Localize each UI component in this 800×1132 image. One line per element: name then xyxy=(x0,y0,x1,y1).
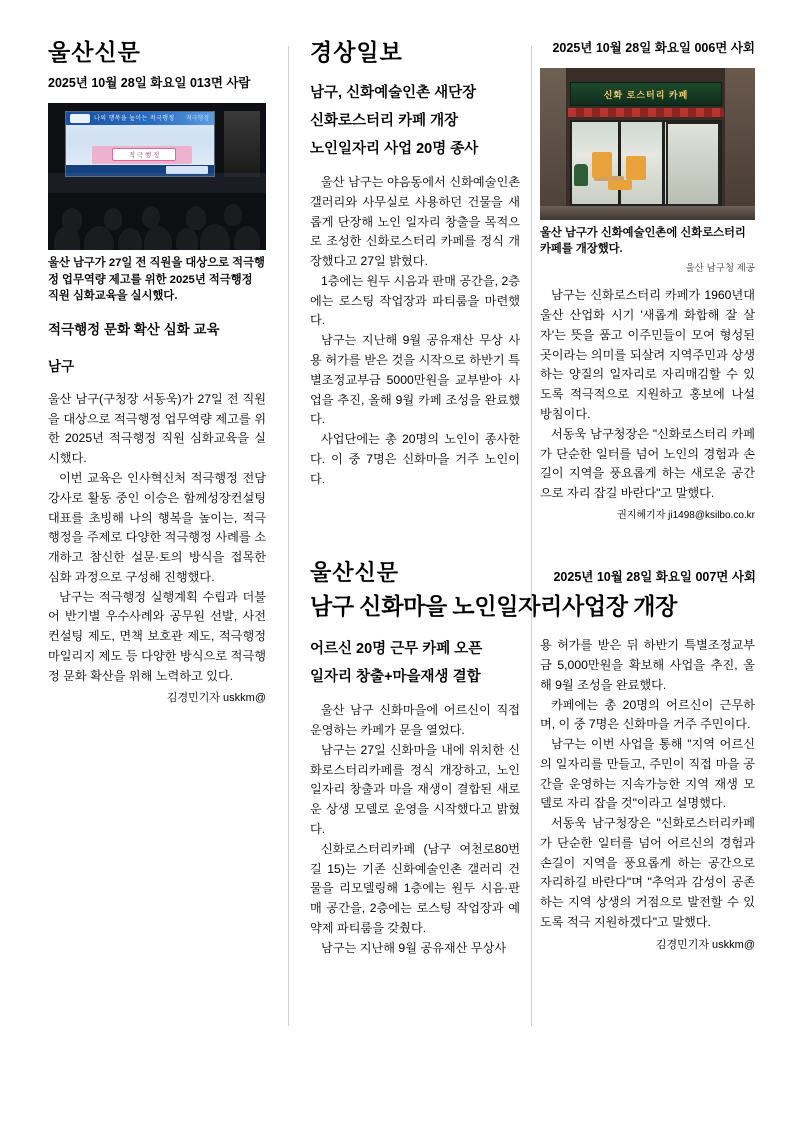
masthead-kyungsang: 경상일보 xyxy=(310,40,403,65)
paragraph: 카페에는 총 20명의 어르신이 근무하며, 이 중 7명은 신화마을 거주 주민이다. xyxy=(540,697,755,732)
audience-silhouettes xyxy=(48,178,266,250)
paragraph: 남구는 적극행정 실행계획 수립과 더불어 반기별 우수사례와 공무원 선발, 사전컨설팅 제도, 면책 보호관 제도, 적극행정 마일리지 제도 등 다양한 방식으로 적극행정 문화 확산을 위해 노력하고 있다. xyxy=(48,589,266,683)
cafe-storefront-photo xyxy=(540,68,755,220)
paragraph: 남구는 지난해 9월 공유재산 무상사 xyxy=(321,940,507,955)
headline-bottom-main: 남구 신화마을 노인일자리사업장 개장 xyxy=(310,594,678,620)
dateline-right-bottom: 2025년 10월 28일 화요일 007면 사회 xyxy=(553,569,756,584)
screen-band-text: 적 극 행 정 xyxy=(112,148,176,161)
paragraph: 울산 남구는 야음동에서 신화예술인촌 갤러리와 사무실로 사용하던 건물을 새롭게 단장해 노인 일자리 창출을 목적으로 조성한 신화로스터리 카페를 정식 개장했다고 27일 밝혔다. xyxy=(310,175,520,269)
subheadline-bottom-2: 일자리 창출+마을재생 결합 xyxy=(310,668,481,685)
article-middle xyxy=(310,40,520,489)
projection-screen xyxy=(65,111,215,177)
headline-middle-2: 신화로스터리 카페 개장 xyxy=(310,112,459,129)
plant xyxy=(574,164,588,186)
headline-left-2: 남구 xyxy=(48,358,75,374)
conference-hall-photo xyxy=(48,103,266,250)
byline-right-bottom: 김경민기자 uskkm@ xyxy=(655,938,755,951)
window-mullion xyxy=(618,120,621,206)
article-left xyxy=(48,40,266,705)
wall-left xyxy=(540,68,566,220)
photo-cafe-wrap xyxy=(540,68,755,275)
photo-caption-left: 울산 남구가 27일 전 직원을 대상으로 적극행정 업무역량 제고를 위한 2025년 적극행정 직원 심화교육을 실시했다. xyxy=(48,256,265,303)
screen-header-text-right: 적극행정 xyxy=(185,116,209,123)
screen-logo xyxy=(70,114,90,123)
paragraph: 남구는 신화로스터리 카페가 1960년대 울산 산업화 시기 '새롭게 화합해 잘 살자'는 뜻을 품고 이주민들이 모여 형성된 곳이라는 의미를 되살려 지역주민과 상생하는 양질의 일자리로 자리매김할 수 있도록 적극적으로 지원하고 홍보에 나설 방침이다. xyxy=(540,288,755,421)
article-right-top xyxy=(540,40,755,521)
headline-middle-3: 노인일자리 사업 20명 종사 xyxy=(310,140,479,157)
masthead-ulsan-left: 울산신문 xyxy=(48,40,141,65)
byline-left: 김경민기자 uskkm@ xyxy=(166,692,266,705)
paragraph: 신화로스터리카페 (남구 여천로80번길 15)는 기존 신화예술인촌 갤러리 건물을 리모델링해 1층에는 원두 시음·판매 공간을, 2층에는 로스팅 작업장과 예약제 파티룸을 갖췄다. xyxy=(310,841,520,935)
paragraph: 남구는 지난해 9월 공유재산 무상 사용 허가를 받은 것을 시작으로 하반기 특별조정교부금 5000만원을 교부받아 사업을 추진, 올해 9월 카페 조성을 완료했다. xyxy=(310,333,520,427)
dateline-right-top: 2025년 10월 28일 화요일 006면 사회 xyxy=(552,41,755,55)
side-panel xyxy=(224,111,260,177)
bottom-column-left xyxy=(310,636,520,958)
cafe-chair xyxy=(592,152,612,178)
cafe-chair xyxy=(626,156,646,180)
photo-credit-right-top: 울산 남구청 제공 xyxy=(685,263,755,275)
window-mullion xyxy=(662,120,665,206)
paragraph: 서동욱 남구청장은 "신화로스터리 카페가 단순한 일터를 넘어 노인의 경험과 손길이 지역을 풍요롭게 하는 새로운 공간으로 자리 잡길 바란다"고 말했다. xyxy=(540,426,755,501)
photo-conference-hall-wrap xyxy=(48,103,266,306)
screen-header-bar xyxy=(66,112,214,125)
paragraph: 서동욱 남구청장은 "신화로스터리카페가 단순한 일터를 넘어 어르신의 경험과 손길이 지역을 풍요롭게 하는 공간으로 자리하길 바란다"며 "추억과 감성이 공존하는 지역 상생의 거점으로 발전할 수 있도록 적극 지원하겠다"고 말했다. xyxy=(540,816,755,929)
masthead-ulsan-bottom: 울산신문 xyxy=(310,560,400,585)
entrance-door xyxy=(666,122,720,206)
headline-left-1: 적극행정 문화 확산 심화 교육 xyxy=(48,322,220,338)
awning-stripe xyxy=(568,108,724,117)
dateline-left: 2025년 10월 28일 화요일 013면 사람 xyxy=(48,76,251,91)
paragraph: 남구는 이번 사업을 통해 "지역 어르신의 일자리를 만들고, 주민이 직접 마을 공간을 운영하는 지속가능한 지역 재생 모델로 자리 잡을 것"이라고 설명했다. xyxy=(540,737,755,811)
byline-right-top: 권지혜기자 ji1498@ksilbo.co.kr xyxy=(617,509,755,521)
column-divider-left xyxy=(288,46,289,1026)
article-right-bottom xyxy=(310,560,756,958)
paragraph: 1층에는 원두 시음과 판매 공간을, 2층에는 로스팅 작업장과 파티룸을 마련했다. xyxy=(310,273,520,328)
paragraph: 남구는 27일 신화마을 내에 위치한 신화로스터리카페를 정식 개장하고, 노인 일자리 창출과 마을 재생이 결합된 새로운 상생 모델로 운영을 시작했다고 밝혔다. xyxy=(310,742,520,836)
screen-header-text: 나의 행복을 높이는 적극행정 xyxy=(94,116,175,123)
paragraph: 울산 남구(구청장 서동욱)가 27일 전 직원을 대상으로 적극행정 업무역량 제고를 위한 2025년 적극행정 직원 심화교육을 실시했다. xyxy=(48,391,266,466)
cafe-chair xyxy=(608,180,632,190)
paragraph: 울산 남구 신화마을에 어르신이 직접 운영하는 카페가 문을 열었다. xyxy=(310,703,520,738)
subheadline-bottom-1: 어르신 20명 근무 카페 오픈 xyxy=(310,641,483,658)
photo-caption-right-top: 울산 남구가 신화예술인촌에 신화로스터리 카페를 개장했다. xyxy=(540,226,746,256)
headline-middle-1: 남구, 신화예술인촌 새단장 xyxy=(310,85,477,102)
sidewalk xyxy=(540,206,755,220)
paragraph: 이번 교육은 인사혁신처 적극행정 전담강사로 활동 중인 이승은 함께성장컨설팅 대표를 초빙해 나의 행복을 높이는, 적극행정을 주제로 다양한 적극행정 사례를 소개하고 참신한 설문·토의 방식을 접목한 심화 과정으로 구성해 진행했다. xyxy=(48,470,266,584)
paragraph: 사업단에는 총 20명의 노인이 종사한다. 이 중 7명은 신화마을 거주 노인이다. xyxy=(310,432,520,486)
paragraph: 용 허가를 받은 뒤 하반기 특별조정교부금 5,000만원을 확보해 사업을 추진, 올해 9월 조성을 완료했다. xyxy=(540,638,755,692)
bottom-column-right xyxy=(540,636,755,958)
wall-right xyxy=(725,68,755,220)
cafe-sign: 신화 로스터리 카페 xyxy=(570,82,722,106)
